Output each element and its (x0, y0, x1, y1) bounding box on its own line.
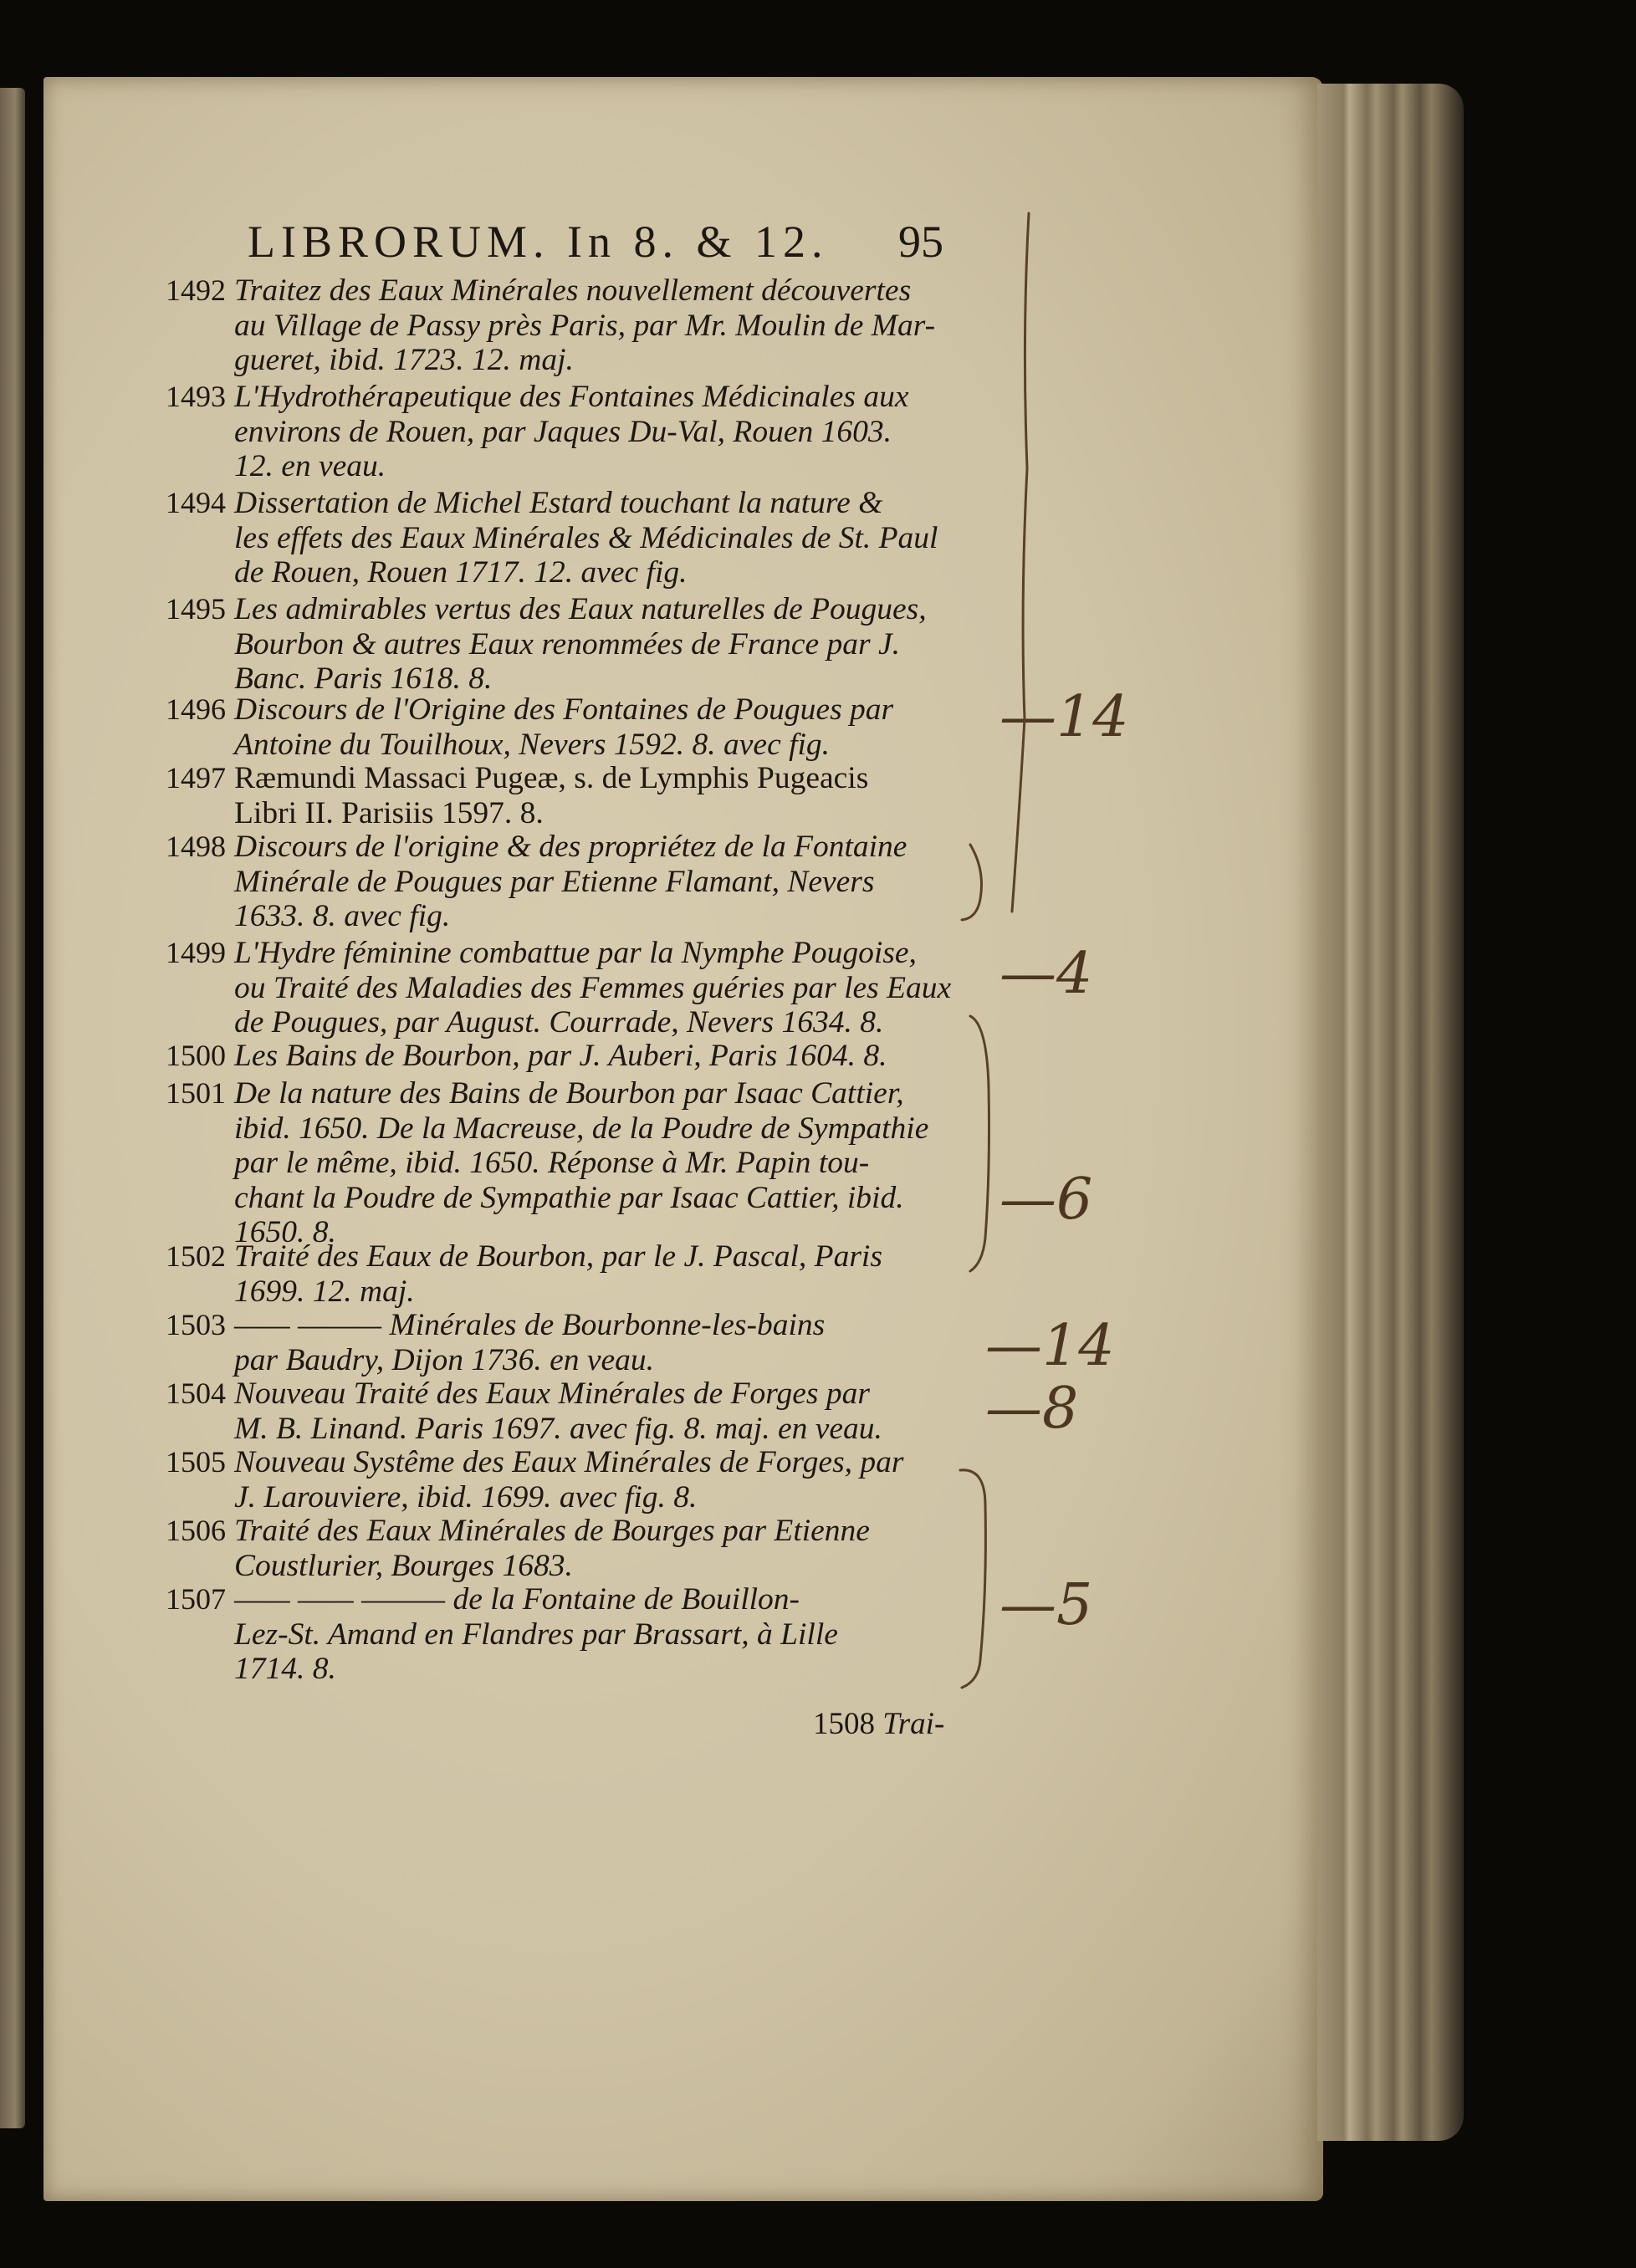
entry-line: Dissertation de Michel Estard touchant la nature & (234, 486, 883, 520)
entry-line: de Rouen, Rouen 1717. 12. avec fig. (234, 555, 688, 590)
entry-line: L'Hydre féminine combattue par la Nymphe Pougoise, (234, 936, 917, 970)
entry-line: Traitez des Eaux Minérales nouvellement découvertes (234, 273, 912, 308)
entry-line: —— —— ——— de la Fontaine de Bouillon- (234, 1582, 800, 1617)
entry-number: 1506 (166, 1514, 226, 1547)
entry-line: Les admirables vertus des Eaux naturelles de Pougues, (234, 592, 927, 626)
entry-line: Banc. Paris 1618. 8. (234, 662, 493, 696)
annotation-1504: —8 (985, 1376, 1079, 1442)
entry-line: J. Larouviere, ibid. 1699. avec fig. 8. (234, 1479, 698, 1515)
bracket-1505 (960, 1470, 985, 1688)
entry-number: 1493 (166, 380, 226, 413)
catchword-number: 1508 (813, 1707, 875, 1741)
entry-line: 1714. 8. (234, 1652, 336, 1686)
bracket-top-line (1012, 213, 1029, 912)
entry-number: 1503 (166, 1308, 226, 1341)
entry-line: Minérale de Pougues par Etienne Flamant, Nevers (234, 864, 875, 899)
entry-number: 1500 (166, 1039, 226, 1072)
entry-line: Traité des Eaux Minérales de Bourges par Etienne (234, 1514, 870, 1548)
entry-line: Discours de l'Origine des Fontaines de Pougues par (234, 692, 894, 727)
entry-line: 1699. 12. maj. (234, 1274, 415, 1309)
entry-line: ou Traité des Maladies des Femmes guéries par les Eaux (234, 970, 952, 1005)
entry-number: 1497 (166, 761, 226, 794)
header-title: LIBRORUM. In 8. & 12. (248, 217, 829, 267)
entry-number: 1492 (166, 273, 226, 307)
entry-line: Bourbon & autres Eaux renommées de France par J. (234, 626, 901, 662)
entry-number: 1495 (166, 592, 226, 626)
catchword: Trai- (882, 1707, 945, 1741)
entry-number: 1498 (166, 830, 226, 863)
entry-line: Traité des Eaux de Bourbon, par le J. Pascal, Paris (234, 1239, 882, 1274)
entry-number: 1502 (166, 1239, 226, 1273)
entry-line: Les Bains de Bourbon, par J. Auberi, Paris 1604. 8. (234, 1039, 887, 1073)
entry-line: 12. en veau. (234, 449, 386, 483)
bracket-1498 (962, 845, 982, 920)
entry-line: les effets des Eaux Minérales & Médicinales de St. Paul (234, 520, 938, 555)
entry-line: ibid. 1650. De la Macreuse, de la Poudre de Sympathie (234, 1111, 929, 1146)
entry-line: De la nature des Bains de Bourbon par Isaac Cattier, (234, 1076, 904, 1111)
entry-line: Nouveau Systême des Eaux Minérales de Forges, par (234, 1445, 904, 1479)
entry-line: de Pougues, par August. Courrade, Nevers 1634. 8. (234, 1005, 884, 1040)
entry-number: 1496 (166, 692, 226, 726)
annotation-1503: —14 (985, 1313, 1115, 1379)
entry-line: par Baudry, Dijon 1736. en veau. (234, 1342, 655, 1377)
annotation-1501: —6 (999, 1167, 1093, 1233)
entry-line: Ræmundi Massaci Pugeæ, s. de Lymphis Pugeacis (234, 761, 869, 795)
entry-number: 1505 (166, 1445, 226, 1479)
entry-number: 1507 (166, 1582, 226, 1616)
bracket-1500 (970, 1016, 989, 1271)
entry-number: 1499 (166, 936, 226, 969)
entry-line: par le même, ibid. 1650. Réponse à Mr. Papin tou- (234, 1146, 870, 1180)
entry-line: Coustlurier, Bourges 1683. (234, 1548, 573, 1583)
entry-number: 1504 (166, 1377, 226, 1410)
annotation-1496: —14 (999, 684, 1129, 750)
entry-line: Discours de l'origine & des propriétez de la Fontaine (234, 830, 907, 864)
entry-line: —— ——— Minérales de Bourbonne-les-bains (234, 1308, 826, 1342)
entry-line: chant la Poudre de Sympathie par Isaac Cattier, ibid. (234, 1180, 904, 1215)
page-number: 95 (898, 217, 943, 267)
entry-line: 1633. 8. avec fig. (234, 899, 451, 933)
annotation-1499: —4 (999, 941, 1093, 1007)
entry-line: gueret, ibid. 1723. 12. maj. (234, 343, 574, 377)
entry-line: environs de Rouen, par Jaques Du-Val, Rouen 1603. (234, 414, 892, 449)
entry-line: Lez-St. Amand en Flandres par Brassart, à Lille (234, 1617, 838, 1652)
entry-number: 1501 (166, 1076, 226, 1110)
entry-line: Antoine du Touilhoux, Nevers 1592. 8. avec fig. (234, 727, 831, 762)
entry-number: 1494 (166, 486, 226, 519)
annotation-1507: —5 (999, 1572, 1093, 1638)
entry-line: Nouveau Traité des Eaux Minérales de Forges par (234, 1377, 870, 1411)
entry-line: L'Hydrothérapeutique des Fontaines Médicinales aux (234, 380, 909, 414)
entry-line: M. B. Linand. Paris 1697. avec fig. 8. maj. en veau. (234, 1411, 882, 1446)
entry-line: 1650. 8. (234, 1215, 336, 1249)
entry-line: Libri II. Parisiis 1597. 8. (234, 795, 544, 830)
entry-line: au Village de Passy près Paris, par Mr. Moulin de Mar- (234, 308, 936, 343)
